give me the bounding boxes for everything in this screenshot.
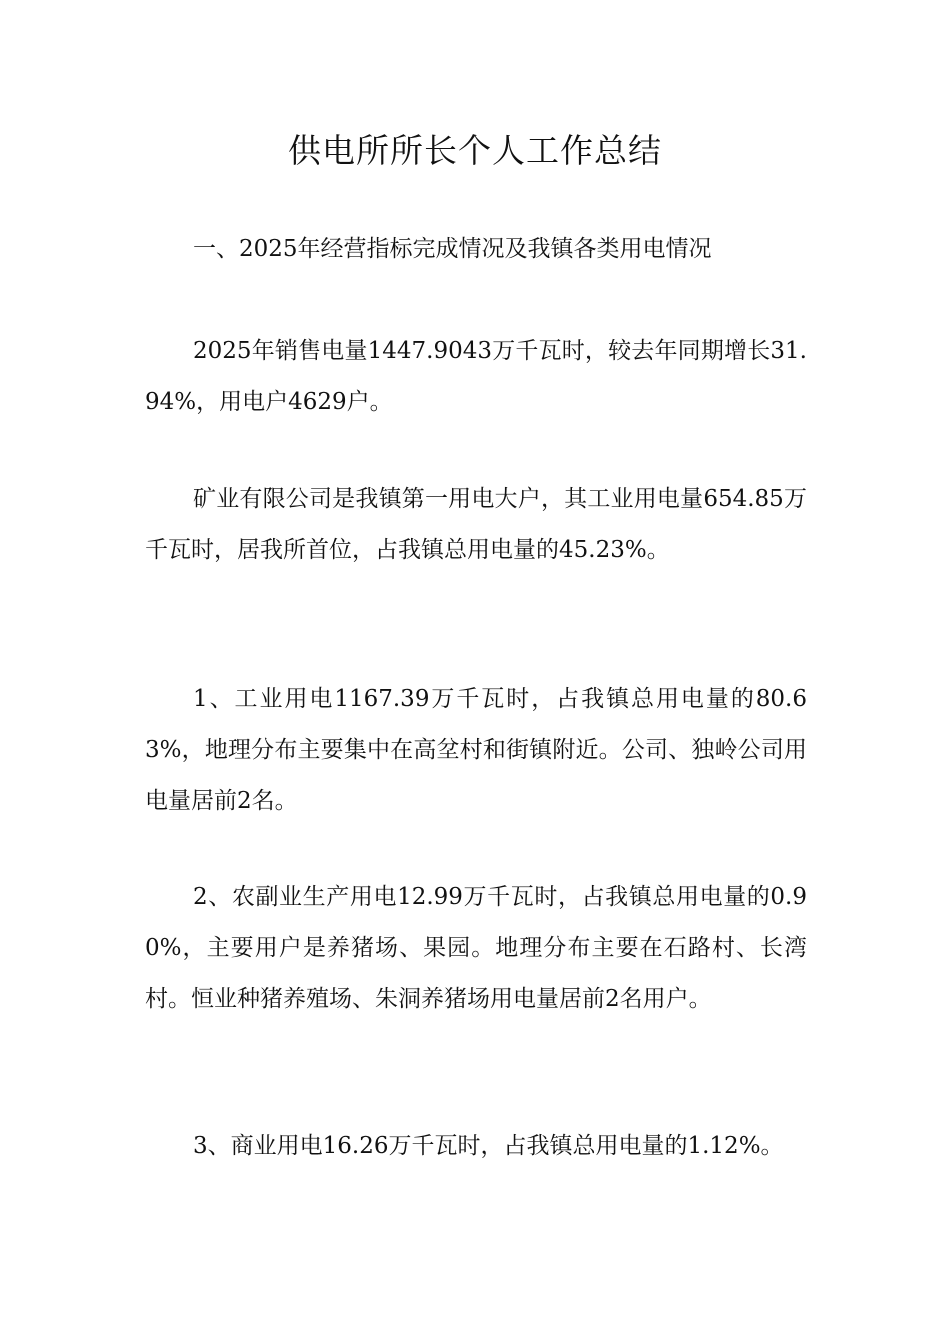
paragraph-largest-consumer: 矿业有限公司是我镇第一用电大户，其工业用电量654.85万千瓦时，居我所首位，占我镇总用电量的45.23%。 xyxy=(145,486,807,563)
paragraph-sales-summary: 2025年销售电量1447.9043万千瓦时，较去年同期增长31.94%，用电户4629户。 xyxy=(145,338,807,415)
section-heading: 一、2025年经营指标完成情况及我镇各类用电情况 xyxy=(193,236,712,262)
document-title: 供电所所长个人工作总结 xyxy=(288,131,662,170)
paragraph-commercial-usage: 3、商业用电16.26万千瓦时，占我镇总用电量的1.12%。 xyxy=(193,1133,784,1159)
paragraph-agricultural-usage: 2、农副业生产用电12.99万千瓦时，占我镇总用电量的0.90%，主要用户是养猪场、果园。地理分布主要在石路村、长湾村。恒业种猪养殖场、朱洞养猪场用电量居前2名用户。 xyxy=(145,884,807,1012)
paragraph-industrial-usage: 1、工业用电1167.39万千瓦时，占我镇总用电量的80.63%，地理分布主要集中在高坌村和街镇附近。公司、独岭公司用电量居前2名。 xyxy=(145,686,807,814)
